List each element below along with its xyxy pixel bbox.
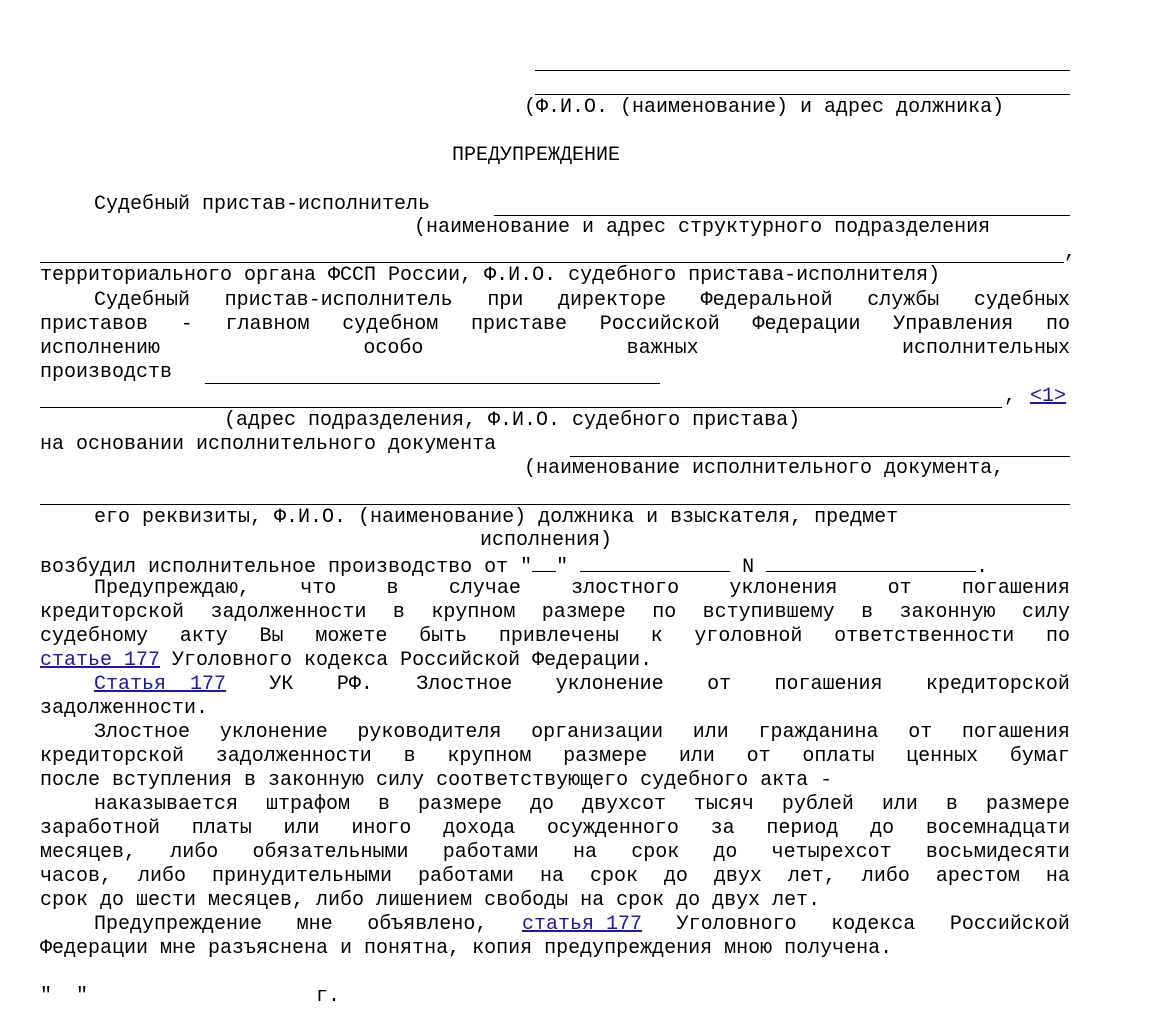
- word: исполнению: [40, 337, 161, 360]
- alt-bailiff-line-2: [40, 313, 1070, 337]
- word: задолженности: [215, 745, 372, 768]
- word: месяцев,: [40, 841, 137, 864]
- word: от: [908, 721, 933, 744]
- warning-line-2: [40, 601, 1070, 625]
- word: в: [392, 601, 405, 624]
- basis-caption-2: его реквизиты, Ф.И.О. (наименование) должника и взыскателя, предмет: [94, 506, 899, 529]
- word: погашения: [774, 673, 883, 696]
- word: или: [678, 745, 715, 768]
- word: особо: [363, 337, 424, 360]
- footnote-1-link[interactable]: <1>: [1030, 385, 1067, 408]
- debtor-blank-line-2: [535, 94, 1070, 95]
- article-177-link-1[interactable]: статье 177: [40, 649, 161, 672]
- word: кодекса: [831, 913, 916, 936]
- word: ценных: [906, 745, 979, 768]
- word: вступившему: [702, 601, 835, 624]
- word: законную: [899, 601, 996, 624]
- word: -: [180, 313, 193, 336]
- word: случае: [448, 577, 521, 600]
- debtor-caption: (Ф.И.О. (наименование) и адрес должника): [524, 96, 1005, 119]
- word: погашения: [961, 721, 1070, 744]
- word: злостного: [571, 577, 680, 600]
- word: за: [710, 817, 735, 840]
- word: тысяч: [693, 793, 754, 816]
- word: наказывается: [94, 793, 239, 816]
- document-title: ПРЕДУПРЕЖДЕНИЕ: [452, 144, 621, 167]
- basis-blank-2: [40, 504, 1070, 505]
- article-p1-line-3: после вступления в законную силу соответствующего судебного акта -: [40, 769, 833, 792]
- word: размере: [541, 601, 626, 624]
- alt-bailiff-comma: ,: [1004, 385, 1017, 408]
- word: Уголовного: [676, 913, 797, 936]
- word: в: [861, 601, 874, 624]
- word: от: [707, 673, 732, 696]
- word: работами: [417, 865, 514, 888]
- word: акту: [179, 625, 228, 648]
- basis-caption-3: исполнения): [480, 529, 613, 552]
- word: или: [692, 721, 729, 744]
- alt-bailiff-line-4: производств: [40, 361, 173, 384]
- word: до: [663, 865, 688, 888]
- word: рублей: [781, 793, 854, 816]
- basis-label: на основании исполнительного документа: [40, 433, 497, 456]
- bailiff-label: Судебный пристав-исполнитель: [94, 193, 431, 216]
- word: осужденного: [546, 817, 679, 840]
- word: двухсот: [581, 793, 666, 816]
- word: объявлено,: [367, 913, 488, 936]
- bailiff-blank-2: [40, 262, 1064, 263]
- word: до: [870, 817, 895, 840]
- day-blank: [532, 553, 556, 572]
- initiated-period: .: [976, 556, 989, 579]
- alt-bailiff-caption: (адрес подразделения, Ф.И.О. судебного пристава): [224, 409, 801, 432]
- ack-line-1: [94, 913, 1070, 937]
- initiated-line: [40, 553, 988, 577]
- initiated-prefix: возбудил исполнительное производство от ": [40, 556, 533, 579]
- word: по: [652, 601, 677, 624]
- word: Управления: [893, 313, 1014, 336]
- word: приставе: [470, 313, 567, 336]
- word: судебному: [40, 625, 149, 648]
- word: судебных: [973, 289, 1070, 312]
- word: на: [1045, 865, 1070, 888]
- basis-caption-1: (наименование исполнительного документа,: [524, 457, 1005, 480]
- word: по: [1045, 313, 1070, 336]
- initiated-quote-close: ": [556, 556, 569, 579]
- article-p2-line-3: [40, 841, 1070, 865]
- word: силу: [1021, 601, 1070, 624]
- number-sign: N: [742, 556, 755, 579]
- word: пристав-исполнитель: [224, 289, 453, 312]
- article-p2-line-5: срок до шести месяцев, либо лишением свободы на срок до двух лет.: [40, 889, 821, 912]
- word: Злостное: [94, 721, 191, 744]
- word: Предупреждаю,: [94, 577, 251, 600]
- word: кредиторской: [40, 745, 185, 768]
- warning-line-4: [40, 649, 652, 673]
- bailiff-caption-2: территориального органа ФССП России, Ф.И.О. судебного пристава-исполнителя): [40, 264, 941, 287]
- warning-line-1: [94, 577, 1070, 601]
- word: либо: [170, 841, 219, 864]
- word: быть: [419, 625, 468, 648]
- article-p2-line-4: [40, 865, 1070, 889]
- footer-date-line: " " г.: [40, 985, 341, 1008]
- word: руководителя: [357, 721, 502, 744]
- word: при: [487, 289, 524, 312]
- warning-line-3: [40, 625, 1070, 649]
- word: кредиторской: [925, 673, 1070, 696]
- word: Российской: [949, 913, 1070, 936]
- word: по: [1045, 625, 1070, 648]
- word: уголовной: [694, 625, 803, 648]
- alt-bailiff-line-3: [40, 337, 1070, 361]
- word: либо: [137, 865, 186, 888]
- warning-line-4-rest: Уголовного кодекса Российской Федерации.: [160, 649, 653, 672]
- word: в: [945, 793, 958, 816]
- word: или: [283, 817, 320, 840]
- word: размере: [985, 793, 1070, 816]
- alt-bailiff-line-1: [94, 289, 1070, 313]
- word: РФ.: [336, 673, 373, 696]
- word: оплаты: [802, 745, 875, 768]
- number-blank: [766, 553, 976, 572]
- word: принудительными: [211, 865, 392, 888]
- alt-bailiff-blank-2: [40, 407, 1002, 408]
- word: в: [377, 793, 390, 816]
- word: главном: [225, 313, 310, 336]
- word: УК: [269, 673, 294, 696]
- word: заработной: [40, 817, 161, 840]
- alt-bailiff-blank-1: [205, 383, 660, 384]
- word: кредиторской: [40, 601, 185, 624]
- word: на: [572, 841, 597, 864]
- word: в: [403, 745, 416, 768]
- word: до: [529, 793, 554, 816]
- word: мне: [296, 913, 333, 936]
- word: восемнадцати: [925, 817, 1070, 840]
- word: задолженности: [210, 601, 367, 624]
- word: часов,: [40, 865, 113, 888]
- word: либо: [861, 865, 910, 888]
- debtor-blank-line-1: [535, 70, 1070, 71]
- article-p1-line-1: [94, 721, 1070, 745]
- word: срок: [631, 841, 680, 864]
- word: четырехсот: [771, 841, 892, 864]
- word: дохода: [443, 817, 516, 840]
- word: от: [887, 577, 912, 600]
- word: погашения: [961, 577, 1070, 600]
- word: бумаг: [1009, 745, 1070, 768]
- word: крупном: [431, 601, 516, 624]
- word: исполнительных: [901, 337, 1070, 360]
- word: можете: [315, 625, 388, 648]
- word: или: [881, 793, 918, 816]
- word: гражданина: [758, 721, 879, 744]
- article-p2-line-1: [94, 793, 1070, 817]
- word: лет,: [787, 865, 836, 888]
- word: Судебный: [94, 289, 191, 312]
- word: от: [746, 745, 771, 768]
- bailiff-caption-1: (наименование и адрес структурного подразделения: [414, 216, 991, 239]
- word: платы: [191, 817, 252, 840]
- word: двух: [713, 865, 762, 888]
- word: период: [766, 817, 839, 840]
- word: уклонение: [219, 721, 328, 744]
- word: размере: [563, 745, 648, 768]
- word: Федерации: [752, 313, 861, 336]
- word: директоре: [557, 289, 666, 312]
- word: уклонение: [555, 673, 664, 696]
- word: уклонения: [729, 577, 838, 600]
- word: привлечены: [498, 625, 619, 648]
- word: в: [386, 577, 399, 600]
- word: Российской: [599, 313, 720, 336]
- article-line-1: [94, 673, 1070, 697]
- word: важных: [626, 337, 699, 360]
- date-blank: [580, 553, 730, 572]
- bailiff-comma: ,: [1064, 241, 1077, 264]
- word: Федеральной: [700, 289, 833, 312]
- word: к: [650, 625, 663, 648]
- word: обязательными: [252, 841, 409, 864]
- word: размере: [417, 793, 502, 816]
- word: до: [713, 841, 738, 864]
- word: иного: [351, 817, 412, 840]
- word: организации: [531, 721, 664, 744]
- word: Вы: [259, 625, 284, 648]
- article-177-link-2[interactable]: Статья 177: [94, 673, 227, 696]
- article-line-2: задолженности.: [40, 697, 209, 720]
- word: штрафом: [266, 793, 351, 816]
- word: приставов: [40, 313, 149, 336]
- ack-line-2: Федерации мне разъяснена и понятна, копия предупреждения мною получена.: [40, 937, 893, 960]
- word: что: [300, 577, 337, 600]
- word: ответственности: [834, 625, 1015, 648]
- word: на: [539, 865, 564, 888]
- word: арестом: [935, 865, 1020, 888]
- article-177-link-3[interactable]: статья 177: [521, 913, 642, 936]
- word: работами: [442, 841, 539, 864]
- word: восьмидесяти: [925, 841, 1070, 864]
- article-p2-line-2: [40, 817, 1070, 841]
- word: службы: [867, 289, 940, 312]
- word: судебном: [342, 313, 439, 336]
- word: крупном: [447, 745, 532, 768]
- word: Злостное: [416, 673, 513, 696]
- word: срок: [589, 865, 638, 888]
- article-p1-line-2: [40, 745, 1070, 769]
- word: Предупреждение: [94, 913, 263, 936]
